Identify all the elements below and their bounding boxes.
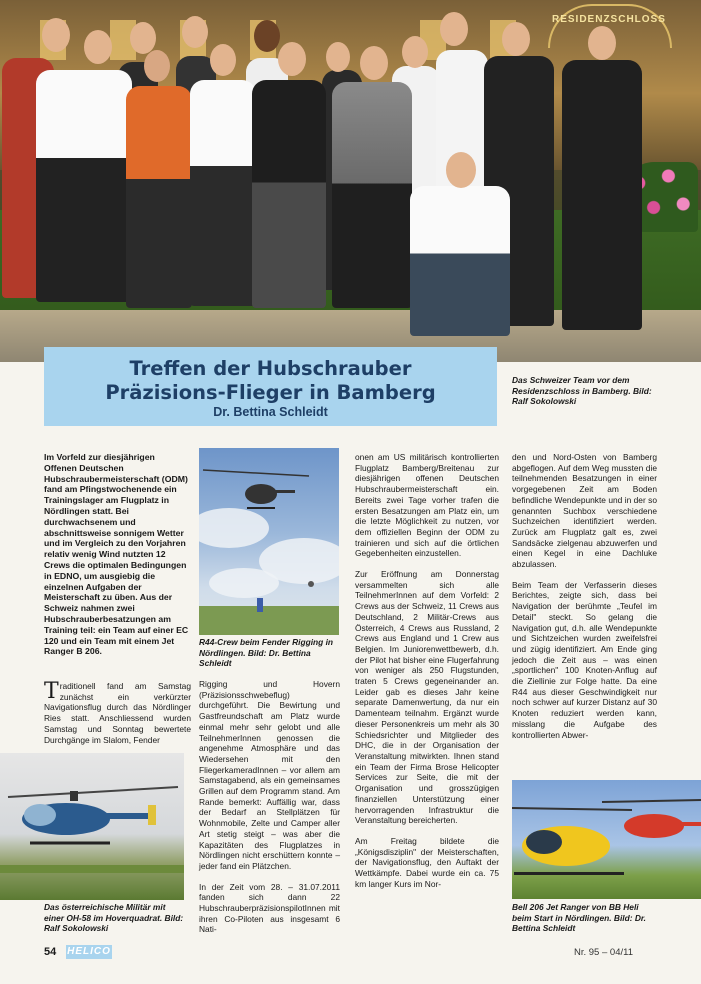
helicopter-illustration <box>0 753 184 900</box>
person-head <box>360 46 388 80</box>
person-head <box>182 16 208 48</box>
person-head <box>440 12 468 46</box>
column-3-paragraph-2: Zur Eröffnung am Donnerstag versammelten sich alle TeilnehmerInnen auf dem Vorfeld: 2 Crews aus der Schweiz, 11 Crews aus Deutschland, 2 Militär-Crews aus Österreich, 4 Crews aus Russland, 2 Crews aus England und 1 Crew aus Belgien. Im Juniorenwettbewerb, d.h. der Pilot hat bisher eine Flugerfahrung von weniger als 250 Flugstunden, traten 5 Crews gegeneinander an. Leider gab es dieses Jahr keine separate Damenwertung, da nur ein Damenteam teilnahm. Ergänzt wurde dieser Personenkreis um mehr als 30 Schiedsrichter und Mitglieder des DHC, die in der Organisation der Veranstaltung mitwirkten. Ihnen stand ein Team der Firma Brose Helicopter Services zur Seite, die mit der Organisation und grosszügigen finanziellen Unterstützung einer hervorragenden Infrastruktur die Veranstaltung bereicherten. <box>355 569 499 826</box>
person-head <box>144 50 170 82</box>
column-4-paragraph-2: Beim Team der Verfasserin dieses Berichtes, zeigte sich, dass bei Navigation der berühmte „Teufel im Detail" steckt. So gelang die Navigation gut, d.h. alle Wendepunkte und Sichtzeichen wurden zweifelsfrei und zügig identifiziert. Am Ende ging jedoch die Zeit aus – was einen „sportlichen" 100 Knoten-Anflug auf die Ziellinie zur Folge hatte. Da eine R44 aus dieser Geschwindigkeit nur noch schwer auf kurzer Distanz auf 30 Knoten reduziert werden kann, misslang die Aufgabe des kontrollierten Abwer- <box>512 579 657 740</box>
person-head <box>326 42 350 72</box>
person <box>332 82 412 308</box>
drop-cap: T <box>44 679 59 704</box>
column-3-paragraph-1: onen am US militärisch kontrollierten Flugplatz Bamberg/Breitenau zur diesjährigen offenen Deutschen Hubschraubermeisterschaft ein. Bereits zwei Tage vorher trafen die ersten Besatzungen am Platz ein, um die letzte Möglichkeit zu nutzen, vor dem offiziellen Beginn der ODM zu trainieren und sich auf die örtlichen Gegebenheiten einzustellen. <box>355 452 499 559</box>
author-byline: Dr. Bettina Schleidt <box>213 405 328 419</box>
column-3-body <box>355 452 499 889</box>
issue-number: Nr. 95 – 04/11 <box>574 947 633 958</box>
column-4-paragraph-1: den und Nord-Osten von Bamberg abgeflogen. Auf dem Weg mussten die teilnehmenden Besatzungen in einer vorgegebenen Zeit am Boden befindliche Wendepunkte und in der so genannten Suchbox verschiedene Suchzeichen identifiziert werden. Zurück am Flugplatz galt es, zwei Sandsäcke zielgenau abzuwerfen und einen Kegel in eine Dachluke abzulassen. <box>512 452 657 570</box>
rotor-blade <box>8 787 178 797</box>
person-head <box>42 18 70 52</box>
tail-boom <box>104 813 152 819</box>
photo-bell206-jet-ranger <box>512 780 701 899</box>
person <box>36 70 132 302</box>
person-head <box>278 42 306 76</box>
column-4-body <box>512 452 657 740</box>
rigging-pole <box>257 598 263 612</box>
headline-line-2: Präzisions-Flieger in Bamberg <box>105 381 436 404</box>
fuselage-red <box>624 814 684 838</box>
person-head <box>402 36 428 68</box>
column-2-paragraph-2: In der Zeit vom 28. – 31.07.2011 fanden sich dann 22 HubschrauberpräzisionspilotInnen mit ihren Co-Piloten aus insgesamt 6 Nati- <box>199 881 340 935</box>
column-3-paragraph-3: Am Freitag bildete die „Königsdisziplin" der Meisterschaften, der Navigationsflug, den Auftakt der Wettkämpfe. Dabei wurde ein ca. 75 km langer Kurs im Nor- <box>355 835 499 889</box>
person-head <box>84 30 112 64</box>
hero-photo <box>0 0 701 362</box>
column-2-paragraph-1: Rigging und Hovern (Präzisionsschwebeflug) durchgeführt. Die Bewirtung und Gastfreundschaft am Platz wurde einmal mehr sehr gelobt und alle TeilnehmerInnen genossen die angenehme Atmosphäre und das Wiedersehen mit den FliegerkameradInnen – vor allem am Samstagabend, als ein gemeinsames Grillen auf dem Programm stand. Am Rande bemerkt: Auffällig war, dass der Bedarf an Stellplätzen für Wohnmobile, Zelte und Camper aller Art stetig steigt – was aber die Kapazitäten des Flugplatzes in Nördlingen nicht erschüttern konnte – jeder fand ein Plätzchen. <box>199 679 340 871</box>
person <box>252 80 326 308</box>
column-2-body <box>199 679 340 935</box>
column-1-text: raditionell fand am Samstag zunächst ein verkürzter Navigationsflug durch das Nördlinger Ries statt. Anschliessend wurden Samstag und Sonntag bewertete Durchgänge im Slalom, Fender <box>44 681 191 745</box>
rotor-blade <box>602 800 701 802</box>
photo3-caption: Bell 206 Jet Ranger von BB Heli beim Start in Nördlingen. Bild: Dr. Bettina Schleidt <box>512 902 647 933</box>
tail-boom <box>680 822 701 826</box>
hero-caption: Das Schweizer Team vor dem Residenzschloss in Bamberg. Bild: Ralf Sokolowski <box>512 375 652 406</box>
grass <box>199 606 339 635</box>
page-number: 54 <box>44 946 57 958</box>
cockpit-glass <box>24 804 56 826</box>
skid <box>514 872 624 875</box>
person-head <box>502 22 530 56</box>
person <box>190 80 256 306</box>
photo-oh58-helicopter <box>0 753 184 900</box>
headline-line-1: Treffen der Hubschrauber <box>129 357 412 380</box>
person-head <box>130 22 156 54</box>
magazine-logo: HELICO <box>67 946 111 957</box>
tail-fin <box>148 805 156 825</box>
person-head <box>588 26 616 60</box>
castle-sign-text: RESIDENZSCHLOSS <box>552 14 666 25</box>
rotor-blade <box>512 808 632 810</box>
column-1-body <box>44 681 191 745</box>
tree-line <box>0 865 184 873</box>
person-kneeling <box>410 186 510 336</box>
helicopter-illustration <box>199 448 339 635</box>
intro-text: Im Vorfeld zur diesjährigen Offenen Deutschen Hubschraubermeisterschaft (ODM) fand am Pfingstwochenende ein Trainingslager am Flugplatz in Nördlingen statt. Bei durchwachsenem und abschnittsweise sonnigem Wetter und im Vergleich zu den Vorjahren relativ wenig Wind nutzten 12 Crews die optimalen Bedingungen in EDNO, um ausgiebig die einzelnen Aufgaben der Meisterschaft zu üben. Aus der Schweiz nahmen zwei Hubschrauberbesatzungen am Training teil: ein Team auf einer EC 120 und ein Team mit einem Jet Ranger B 206. <box>44 452 189 657</box>
rotor-mast <box>70 791 78 801</box>
person <box>562 60 642 330</box>
person-head <box>210 44 236 76</box>
helicopter-illustration <box>512 780 701 899</box>
person <box>126 86 192 308</box>
tail-boom <box>273 490 295 493</box>
photo2-caption: Das österreichische Militär mit einer OH-58 im Hoverquadrat. Bild: Ralf Sokolowski <box>44 902 184 933</box>
fuselage <box>245 484 277 504</box>
rotor-blade <box>203 470 309 476</box>
cockpit-glass <box>526 830 562 854</box>
photo1-caption: R44-Crew beim Fender Rigging in Nördlingen. Bild: Dr. Bettina Schleidt <box>199 637 334 668</box>
distant-helicopter <box>308 581 314 587</box>
photo-r44-fender-rigging <box>199 448 339 635</box>
person-head <box>254 20 280 52</box>
person-head <box>446 152 476 188</box>
intro-paragraph <box>44 452 190 657</box>
